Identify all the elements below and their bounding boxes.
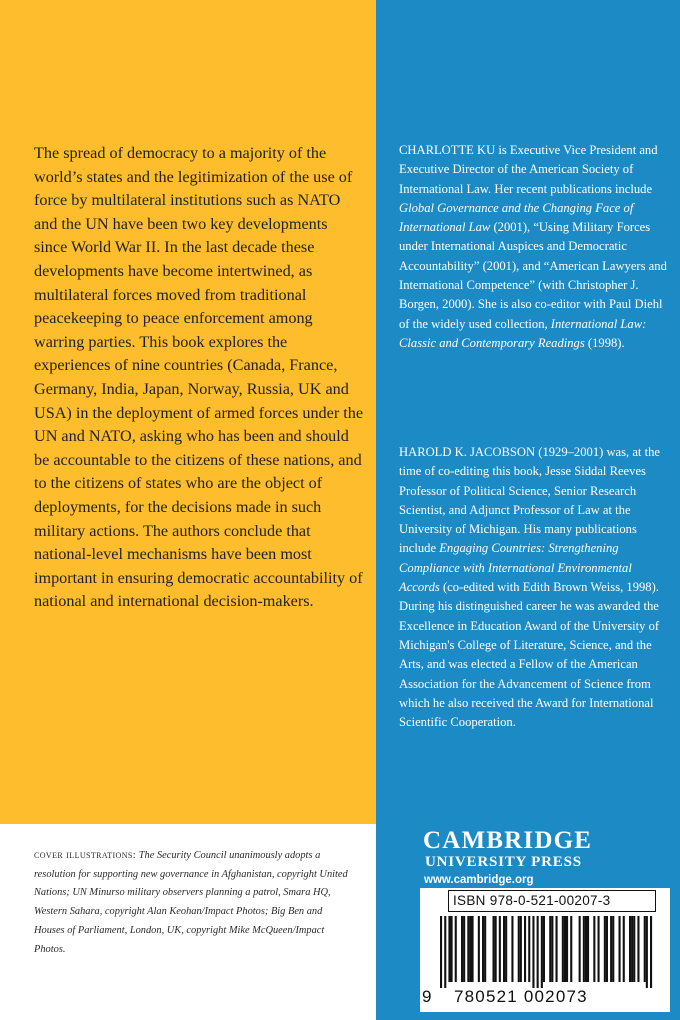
barcode-bar [650,916,652,988]
barcode-bar [570,916,572,982]
barcode-bar [532,916,534,988]
barcode-bar [448,916,450,982]
barcode-bar [444,916,446,988]
barcode-bar [612,916,614,982]
barcode-bar [463,916,465,982]
author-bio-jacobson [399,443,669,732]
barcode-bar [629,916,631,982]
barcode-bar [623,916,625,982]
barcode-bar [505,916,507,982]
barcode-bar [556,916,558,982]
barcode-bar [478,916,480,982]
barcode-bar [610,916,612,982]
barcode-bar [440,916,442,988]
barcode-bar [495,916,497,982]
barcode-bar [579,916,581,982]
barcode-bar [524,916,526,982]
barcode-bar [598,916,600,982]
barcode-bar [482,916,484,982]
bio-jacobson-text-2: (co-edited with Edith Brown Weiss, 1998). During his distinguished career he was awarded the Excellence in Education Award of the University of Michigan's College of Literature, Science, and the Arts, and was elected a Fellow of the American Association for the Advancement of Science from which he also received the Award for International Scientific Cooperation. [399,580,660,730]
barcode-bar [503,916,505,982]
publisher-logo [423,828,673,887]
ean-first-digit: 9 [422,987,433,1006]
barcode-bar [566,916,568,982]
barcode-bar [461,916,463,982]
barcode-bar [646,916,648,988]
barcode-bar [541,916,543,988]
barcode-bar [472,916,474,982]
barcode-bar [528,916,530,982]
barcode-bar [549,916,551,982]
barcode-bar [583,916,585,982]
cover-illustration-credits [34,846,354,959]
bio-ku-text-2: (2001), “Using Military Forces under International Auspices and Democratic Accountability” (2001), and “American Lawyers and International Competence” (with Christopher J. Borgen, 2000). She is also co-editor with Paul Diehl of the widely used collection, [399,220,667,331]
barcode-bar [587,916,589,982]
bio-ku-title-1: Global Governance and the Changing Face of International Law [399,200,634,235]
author-bio-ku [399,141,669,353]
barcode-bar [551,916,553,982]
credits-text: The Security Council unanimously adopts a resolution for supporting new governance in Afghanistan, copyright United Nations; UN Minurso military observers planning a patrol, Smara HQ, Western Sahara, copyright Alan Keohan/Impact Photos; Big Ben and Houses of Parliament, London, UK, copyright Mike McQueen/Impact Photos. [34,850,348,955]
barcode-bar [543,916,545,982]
barcode-bar [484,916,486,982]
barcode-bar [593,916,595,982]
ean-remaining-digits: 780521 002073 [454,987,588,1006]
barcode-bar [469,916,471,982]
barcode-bar [631,916,633,982]
barcode-bar [511,916,513,982]
barcode-bar [499,916,501,982]
barcode-bar [455,916,457,982]
bio-ku-text-3: (1998). [584,335,625,350]
publisher-subtitle: UNIVERSITY PRESS [425,854,582,870]
barcode-bar [606,916,608,982]
barcode-bar [520,916,522,982]
barcode-bar [633,916,635,982]
barcode-bar [518,916,520,982]
barcode-bar [604,916,606,982]
barcode-bar [451,916,453,982]
barcode-bar [619,916,621,982]
barcode-bars [436,916,656,988]
barcode-bar [585,916,587,982]
barcode-bar [493,916,495,982]
barcode-box [420,888,670,1012]
barcode-bar [467,916,469,982]
publisher-url: www.cambridge.org [424,874,534,886]
bio-ku-title-2: International Law: Classic and Contemporary Readings [399,316,647,350]
barcode-bar [644,916,646,982]
barcode-bar [537,916,539,988]
bio-jacobson-title-1: Engaging Countries: Strengthening Compliance with International Environmental Accords [399,541,632,595]
barcode-bar [564,916,566,982]
book-blurb: The spread of democracy to a majority of the world’s states and the legitimization of the use of force by multilateral institutions such as NATO and the UN have been two key developments since World War II. In the last decade these developments have become intertwined, as multilateral forces moved from traditional peacekeeping to peace enforcement among warring parties. This book explores the experiences of nine countries (Canada, France, Germany, India, Japan, Norway, Russia, UK and USA) in the deployment of armed forces under the UN and NATO, asking who has been and should be accountable to the citizens of these nations, and to the citizens of states who are the object of deployments, for the decisions made in such military actions. The authors conclude that national-level mechanisms have been most important in ensuring democratic accountability of national and international decision-makers. [34,144,364,611]
publisher-name: CAMBRIDGE [423,827,593,854]
barcode-bar [637,916,639,982]
bio-ku-text-1: CHARLOTTE KU is Executive Vice President and Executive Director of the American Society of International Law. Her recent publications include [399,143,658,196]
barcode-bar [562,916,564,982]
isbn-label: ISBN 978-0-521-00207-3 [453,893,611,908]
bio-jacobson-text-1: HAROLD K. JACOBSON (1929–2001) was, at the time of co-editing this book, Jesse Siddal Reeves Professor of Political Science, Senior Research Scientist, and Adjunct Professor of Law at the University of Michigan. His many publications include [399,445,660,556]
credits-lead: cover illustrations: [34,849,137,861]
